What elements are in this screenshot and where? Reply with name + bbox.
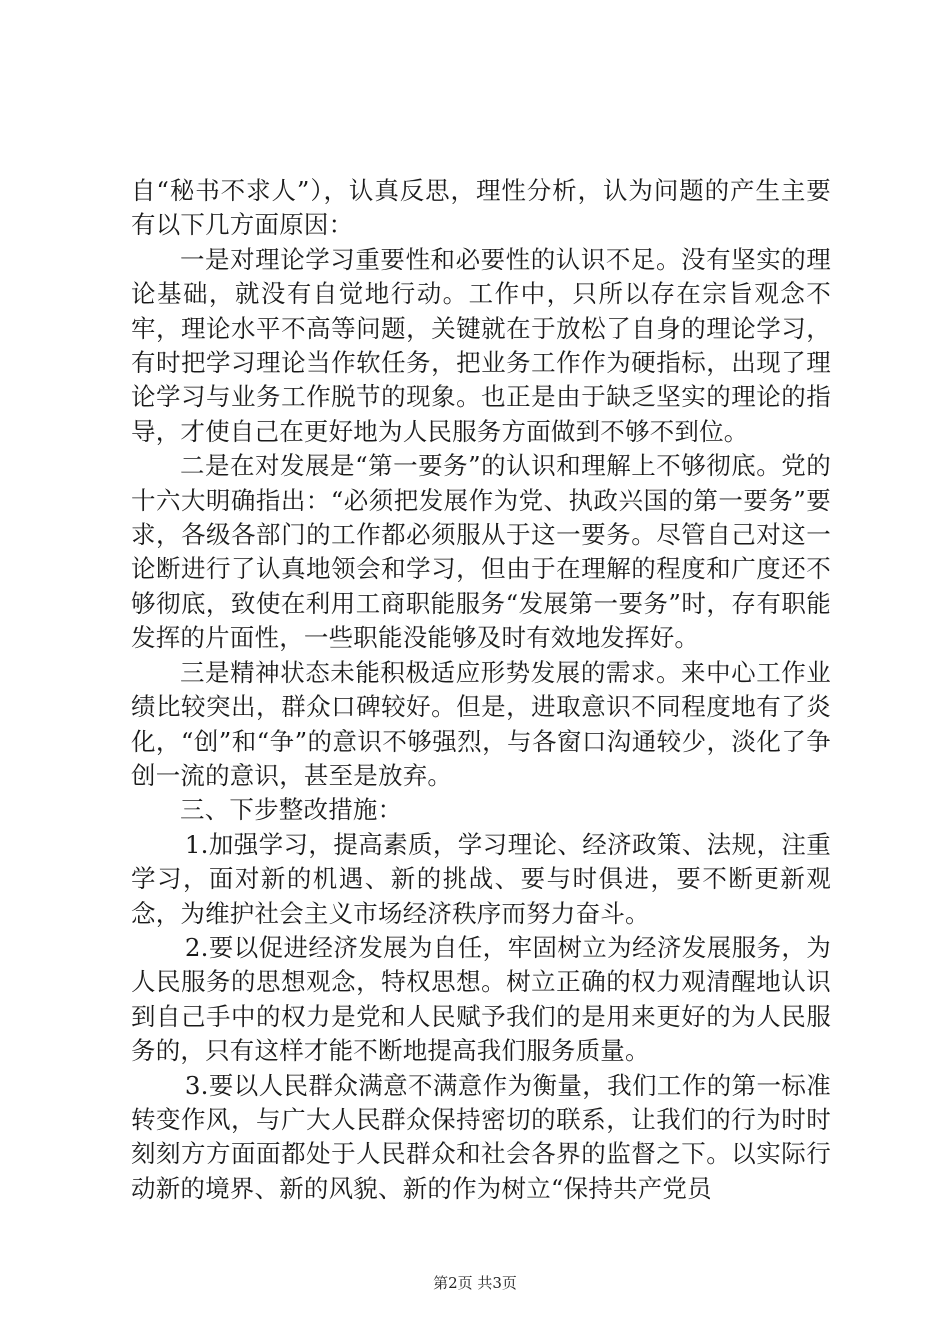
paragraph-measure-3: 3.要以人民群众满意不满意作为衡量，我们工作的第一标准转变作风，与广大人民群众保持密切的联系，让我们的行为时时刻刻方方面面都处于人民群众和社会各界的监督之下。以实际行动新的境界、新的风貌、新的作为树立“保持共产党员	[131, 1070, 831, 1203]
section-heading-measures: 三、下步整改措施：	[180, 795, 403, 825]
document-body	[131, 174, 831, 1206]
paragraph-measure-2: 2.要以促进经济发展为自任，牢固树立为经济发展服务，为人民服务的思想观念，特权思想。树立正确的权力观清醒地认识到自己手中的权力是党和人民赋予我们的是用来更好的为人民服务的，只有这样才能不断地提高我们服务质量。	[131, 932, 831, 1066]
paragraph-causes-intro: 自“秘书不求人”），认真反思，理性分析，认为问题的产生主要有以下几方面原因：	[131, 176, 831, 240]
paragraph-cause-spirit: 三是精神状态未能积极适应形势发展的需求。来中心工作业绩比较突出，群众口碑较好。但是，进取意识不同程度地有了炎化，“创”和“争”的意识不够强烈，与各窗口沟通较少，淡化了争创一流的意识，甚至是放弃。	[131, 657, 831, 790]
paragraph-measure-1: 1.加强学习，提高素质，学习理论、经济政策、法规，注重学习，面对新的机遇、新的挑战、要与时俱进，要不断更新观念，为维护社会主义市场经济秩序而努力奋斗。	[131, 829, 831, 928]
paragraph-cause-theory-study: 一是对理论学习重要性和必要性的认识不足。没有坚实的理论基础，就没有自觉地行动。工作中，只所以存在宗旨观念不牢，理论水平不高等问题，关键就在于放松了自身的理论学习，有时把学习理论当作软任务，把业务工作作为硬指标，出现了理论学习与业务工作脱节的现象。也正是由于缺乏坚实的理论的指导，才使自己在更好地为人民服务方面做到不够不到位。	[131, 244, 831, 446]
page-number-footer: 第2页 共3页	[433, 1274, 517, 1292]
paragraph-cause-development: 二是在对发展是“第一要务”的认识和理解上不够彻底。党的十六大明确指出：“必须把发展作为党、执政兴国的第一要务”要求，各级各部门的工作都必须服从于这一要务。尽管自己对这一论断进行了认真地领会和学习，但由于在理解的程度和广度还不够彻底，致使在利用工商职能服务“发展第一要务”时，存有职能发挥的片面性，一些职能没能够及时有效地发挥好。	[131, 451, 831, 653]
